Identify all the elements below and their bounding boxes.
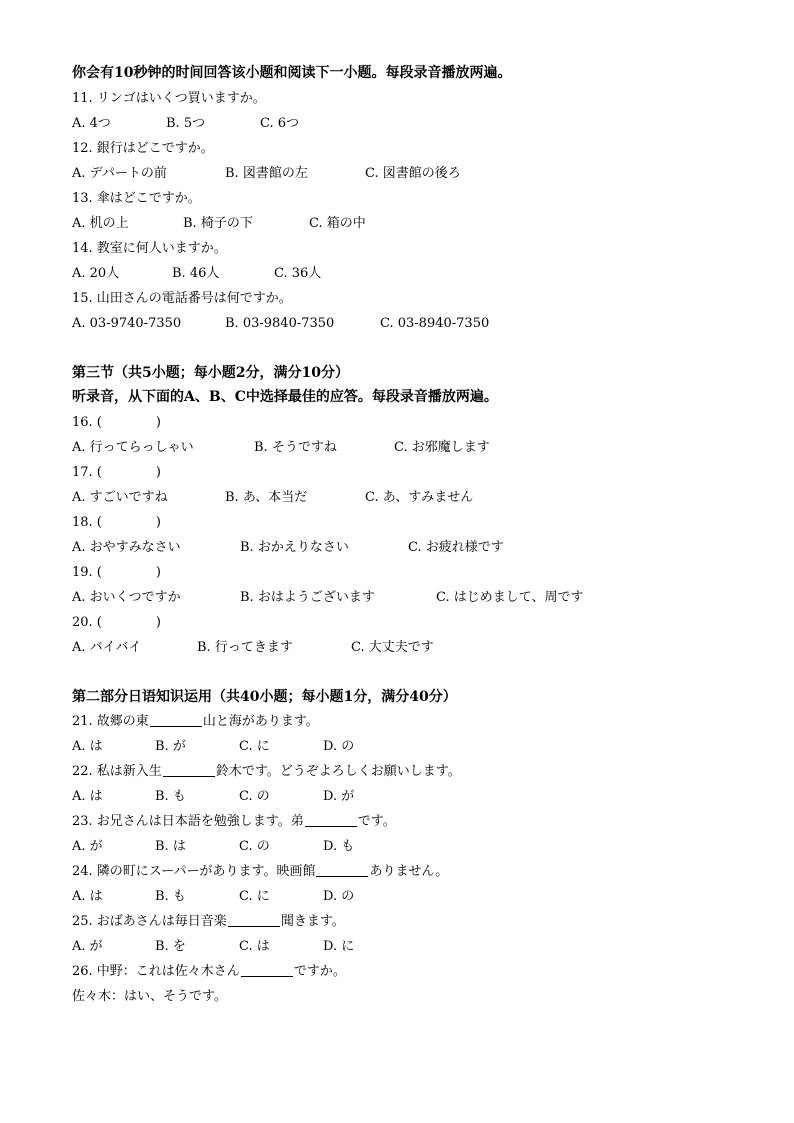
q26-reply: 佐々木：はい、そうです。 <box>72 989 227 1004</box>
q25-text-pre: 25. おばあさんは毎日音楽 <box>72 914 227 929</box>
q24-text-post: ありません。 <box>369 864 449 879</box>
q19-option-a: A. おいくつですか <box>72 590 181 605</box>
q11-option-a: A. 4つ <box>72 116 111 131</box>
q16-option-b: B. そうですね <box>254 440 337 455</box>
q24-option-d: D. の <box>323 889 355 904</box>
q20-option-c: C. 大丈夫です <box>351 640 434 655</box>
q18-option-c: C. お疲れ様です <box>408 540 504 555</box>
q23-text-pre: 23. お兄さんは日本語を勉強します。弟 <box>72 814 304 829</box>
q24-blank <box>316 863 368 877</box>
q17-option-a: A. すごいですね <box>72 490 168 505</box>
q16-close: ) <box>155 415 161 430</box>
q24-option-c: C. に <box>239 889 270 904</box>
question-23 <box>72 813 396 831</box>
question-25 <box>72 913 345 931</box>
q24-option-b: B. も <box>155 889 186 904</box>
q26-blank <box>241 963 293 977</box>
question-13: 13. 傘はどこですか。 <box>72 191 201 206</box>
q23-option-c: C. の <box>239 839 270 854</box>
q16-option-c: C. お邪魔します <box>394 440 490 455</box>
q18-option-b: B. おかえりなさい <box>240 540 349 555</box>
q15-option-c: C. 03-8940-7350 <box>380 316 490 331</box>
question-11: 11. リンゴはいくつ買いますか。 <box>72 91 266 106</box>
q25-text-post: 聞きます。 <box>280 914 345 929</box>
q20-number: 20. ( <box>72 615 102 630</box>
section3-instruction: 听录音，从下面的A、B、C中选择最佳的应答。每段录音播放两遍。 <box>72 389 498 405</box>
q18-number: 18. ( <box>72 515 102 530</box>
q24-option-a: A. は <box>72 889 103 904</box>
q26-text-pre: 26. 中野：これは佐々木さん <box>72 964 240 979</box>
listening-instruction: 你会有10秒钟的时间回答该小题和阅读下一小题。每段录音播放两遍。 <box>72 65 512 81</box>
question-15: 15. 山田さんの電話番号は何ですか。 <box>72 291 292 306</box>
q23-option-d: D. も <box>323 839 355 854</box>
q16-option-a: A. 行ってらっしゃい <box>72 440 194 455</box>
question-18 <box>72 514 161 532</box>
q25-option-a: A. が <box>72 939 103 954</box>
q22-text-pre: 22. 私は新入生 <box>72 764 162 779</box>
q25-option-d: D. に <box>323 939 355 954</box>
q12-option-b: B. 図書館の左 <box>225 166 308 181</box>
q23-option-a: A. が <box>72 839 103 854</box>
q14-option-b: B. 46人 <box>172 266 220 281</box>
q20-option-a: A. バイバイ <box>72 640 142 655</box>
q21-option-a: A. は <box>72 739 103 754</box>
q22-text-post: 鈴木です。どうぞよろしくお願いします。 <box>215 764 461 779</box>
q19-number: 19. ( <box>72 565 102 580</box>
q22-option-c: C. の <box>239 789 270 804</box>
q15-option-b: B. 03-9840-7350 <box>225 316 335 331</box>
q17-close: ) <box>155 465 161 480</box>
q26-text-post: ですか。 <box>293 964 346 979</box>
question-14: 14. 教室に何人いますか。 <box>72 241 227 256</box>
q19-option-c: C. はじめまして、周です <box>436 590 584 605</box>
q23-option-b: B. は <box>155 839 186 854</box>
question-24 <box>72 863 448 881</box>
q14-option-c: C. 36人 <box>274 266 322 281</box>
q12-option-c: C. 図書館の後ろ <box>365 166 461 181</box>
q11-option-b: B. 5つ <box>166 116 206 131</box>
q13-option-c: C. 箱の中 <box>309 216 366 231</box>
q21-blank <box>150 713 202 727</box>
q22-option-d: D. が <box>323 789 355 804</box>
part2-title: 第二部分日语知识运用（共40小题；每小题1分，满分40分） <box>72 689 457 705</box>
q19-close: ) <box>155 565 161 580</box>
q21-option-d: D. の <box>323 739 355 754</box>
q19-option-b: B. おはようございます <box>240 590 375 605</box>
q17-option-c: C. あ、すみません <box>365 490 474 505</box>
question-17 <box>72 464 161 482</box>
q21-option-b: B. が <box>155 739 186 754</box>
q11-option-c: C. 6つ <box>260 116 300 131</box>
q13-option-a: A. 机の上 <box>72 216 129 231</box>
question-22 <box>72 763 461 781</box>
question-19 <box>72 564 161 582</box>
q25-blank <box>228 913 280 927</box>
q18-option-a: A. おやすみなさい <box>72 540 181 555</box>
q21-text-pre: 21. 故郷の東 <box>72 714 149 729</box>
q22-option-b: B. も <box>155 789 186 804</box>
question-16 <box>72 414 161 432</box>
q25-option-b: B. を <box>155 939 186 954</box>
q13-option-b: B. 椅子の下 <box>183 216 253 231</box>
q21-option-c: C. に <box>239 739 270 754</box>
q14-option-a: A. 20人 <box>72 266 120 281</box>
q17-option-b: B. あ、本当だ <box>225 490 308 505</box>
q23-blank <box>305 813 357 827</box>
q12-option-a: A. デパートの前 <box>72 166 167 181</box>
q22-blank <box>163 763 215 777</box>
q23-text-post: です。 <box>357 814 396 829</box>
q25-option-c: C. は <box>239 939 270 954</box>
section3-title: 第三节（共5小题；每小题2分，满分10分） <box>72 365 349 381</box>
q15-option-a: A. 03-9740-7350 <box>72 316 182 331</box>
q22-option-a: A. は <box>72 789 103 804</box>
q20-option-b: B. 行ってきます <box>197 640 293 655</box>
q20-close: ) <box>155 615 161 630</box>
question-20 <box>72 614 161 632</box>
q24-text-pre: 24. 隣の町にスーパーがあります。映画館 <box>72 864 316 879</box>
question-21 <box>72 713 319 731</box>
q16-number: 16. ( <box>72 415 102 430</box>
question-12: 12. 銀行はどこですか。 <box>72 141 214 156</box>
question-26 <box>72 963 346 981</box>
q21-text-post: 山と海があります。 <box>202 714 319 729</box>
q17-number: 17. ( <box>72 465 102 480</box>
q18-close: ) <box>155 515 161 530</box>
